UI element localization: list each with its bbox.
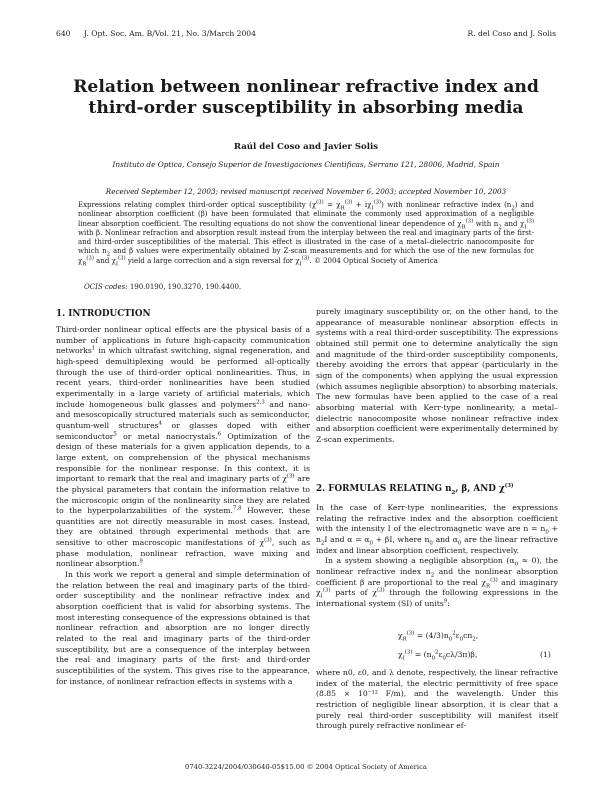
received-dates: Received September 12, 2003; revised manuscript received November 6, 2003; accepted November 10, 2003 <box>105 187 507 196</box>
journal-citation: J. Opt. Soc. Am. B/Vol. 21, No. 3/March 2004 <box>84 29 256 38</box>
section-1-heading: 1. INTRODUCTION <box>56 309 151 319</box>
equation-number: (1) <box>540 650 551 659</box>
section-2-paragraph-3: where n0, ε0, and λ denote, respectively, the linear refractive index of the material, the electric permittivity of free space (8.85 × 10⁻¹² F/m), and the wavelength. Under this restriction of negligible linear absorption, it is clear that a purely real third-order susceptibility will manifest itself through purely refractive nonlinear ef- <box>316 668 558 731</box>
footer-copyright: 0740-3224/2004/030640-05$15.00 © 2004 Optical Society of America <box>185 763 427 771</box>
running-authors: R. del Coso and J. Solis <box>467 29 556 38</box>
abstract: Expressions relating complex third-order optical susceptibility $(\chi^{(3)} = \chi_R^{(3)} + i\chi_I^{(3)})$ with nonlinear refractive index $(n_2)$ and nonlinear absorption coefficient (β) have been formulated that eliminate the commonly used approximation of a negligible linear absorption coefficient. The resulting equations do not show the conventional linear dependence of $\chi_R^{(3)}$ with $n_2$ and $\chi_I^{(3)}$ with β. Nonlinear refraction and absorption result instead from the interplay between the real and imaginary parts of the first- and third-order susceptibilities of the material. This effect is illustrated in the case of a metal–dielectric nanocomposite for which $n_2$ and β values were experimentally obtained by Z-scan measurements and for which the use of the new formulas for $\chi_R^{(3)}$ and $\chi_I^{(3)}$ yield a large correction and a sign reversal for $\chi_I^{(3)}$. © 2004 Optical Society of America <box>78 199 535 268</box>
section-2-text <box>316 503 558 610</box>
section-2-paragraph-1: In the case of Kerr-type nonlinearities, the expressions relating the refractive index and the absorption coefficient with the intensity I of the electromagnetic wave are $n = n_0 + n_2I$ and $\alpha = \alpha_0 + \beta I$, where $n_0$ and $\alpha_0$ are the linear refractive index and linear absorption coefficient, respectively. <box>316 503 558 555</box>
equation-chi-real: $\chi_R^{(3)} = (4/3)n_0^2\varepsilon_0cn_2$, <box>398 630 479 643</box>
intro-paragraph-2: In this work we report a general and simple determination of the relation between the real and imaginary parts of the third-order susceptibility and the nonlinear refractive index and absorption coefficient that is valid for absorbing systems. The most interesting consequence of the expressions obtained is that nonlinear refraction and absorption are no longer directly related to the real and imaginary parts of the third-order susceptibility, but are a consequence of the interplay between the real and imaginary parts of the first- and third-order susceptibilities of the system. This gives rise to the appearance, for instance, of nonlinear refraction effects in systems with a <box>56 570 310 686</box>
right-column <box>316 307 558 446</box>
page-number: 640 <box>56 29 71 38</box>
section-2-heading: 2. FORMULAS RELATING $n_2$, β, AND $\chi^{(3)}$ <box>316 483 514 496</box>
equation-chi-imag: $\chi_I^{(3)} = (n_0^2\varepsilon_0c\lambda/3\pi)\beta$, <box>398 649 478 662</box>
ocis-codes: OCIS codes: 190.0190, 190.3270, 190.4400. <box>84 283 242 291</box>
paper-title: Relation between nonlinear refractive index and third-order susceptibility in absorbing media <box>73 77 539 118</box>
author-list: Raúl del Coso and Javier Solis <box>233 142 379 152</box>
affiliation: Instituto de Optica, Consejo Superior de Investigaciones Cientificas, Serrano 121, 28006, Madrid, Spain <box>112 160 500 169</box>
intro-paragraph-1: Third-order nonlinear optical effects are the physical basis of a number of applications in future high-capacity communication networks$^1$ in which ultrafast switching, signal regeneration, and high-speed demultiplexing would be performed all-optically through the use of third-order optical nonlinearities. Thus, in recent years, third-order nonlinearities have been studied experimentally in a large variety of artificial materials, which include homogeneous bulk glasses and polymers$^{2,3}$ and nano- and mesoscopically structured materials such as semiconductor, quantum-well structures$^4$ or glasses doped with either semiconductor$^5$ or metal nanocrystals.$^6$ Optimization of the design of these materials for a given application depends, to a large extent, on comprehension of the physical mechanisms responsible for the nonlinear response. In this context, it is important to remark that the real and imaginary parts of $\chi^{(3)}$ are the physical parameters that contain the information relative to the microscopic origin of the nonlinearity since they are related to the hyperpolarizabilities of the system.$^{7,8}$ However, these quantities are not directly measurable in most cases. Instead, they are obtained through experimental methods that are sensitive to other macroscopic manifestations of $\chi^{(3)}$, such as phase modulation, nonlinear refraction, wave mixing and nonlinear absorption.$^9$ <box>56 325 311 569</box>
section-2-paragraph-2: In a system showing a negligible absorption $(\alpha_0 \approx 0)$, the nonlinear refractive index $n_2$ and the nonlinear absorption coefficient β are proportional to the real $\chi_R^{(3)}$ and imaginary $\chi_I^{(3)}$ parts of $\chi^{(3)}$ through the following expressions in the international system (SI) of units$^9$: <box>316 556 559 608</box>
left-column <box>56 325 310 687</box>
intro-paragraph-3: purely imaginary susceptibility or, on the other hand, to the appearance of measurable nonlinear absorption effects in systems with a real third-order susceptibility. The expressions obtained still permit one to determine analytically the sign and magnitude of the third-order susceptibility components, thereby avoiding the errors that appear (particularly in the sign of the components) when applying the usual expression (which assumes negligible absorption) to absorbing materials. The new formulas have been applied to the case of a real absorbing material with Kerr-type nonlinearity, a metal–dielectric nanocomposite whose nonlinear refractive index and absorption coefficient were experimentally determined by Z-scan experiments. <box>316 307 558 444</box>
